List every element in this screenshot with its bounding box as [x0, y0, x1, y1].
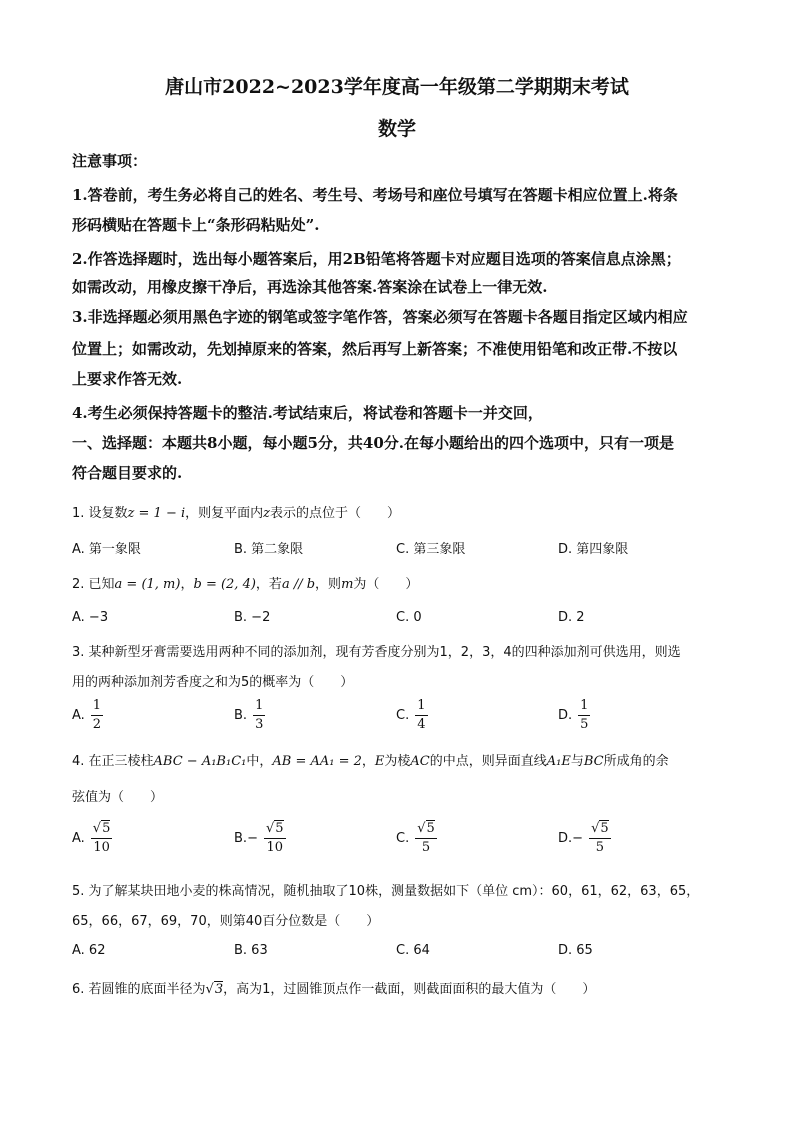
denominator: 3: [255, 717, 264, 732]
notice-line: 形码横贴在答题卡上“条形码粘贴处”.: [72, 216, 320, 234]
option-label: C.: [396, 708, 410, 723]
option-c: [396, 820, 437, 857]
option-label: B.: [234, 831, 248, 846]
option-b: [234, 697, 265, 734]
question-2: [72, 573, 418, 592]
exam-title: 唐山市2022~2023学年度高一年级第二学期期末考试: [165, 76, 629, 98]
q4-prism: ABC − A₁B₁C₁: [153, 754, 247, 769]
sign: −: [247, 831, 258, 846]
q2-text: ，则: [315, 577, 342, 592]
option-a: A. −3: [72, 610, 109, 625]
q2-var: m: [341, 577, 354, 592]
option-d: D. 2: [558, 610, 585, 625]
q4-text: 为棱: [384, 754, 411, 769]
denominator: 2: [92, 717, 102, 732]
q1-var: z: [263, 506, 271, 521]
denominator: 10: [266, 840, 284, 855]
question-4: [72, 750, 669, 769]
option-d: [558, 697, 590, 734]
fraction: [589, 820, 611, 857]
option-label: A.: [72, 708, 85, 723]
q4-line-bc: BC: [583, 754, 604, 769]
option-c: C. 64: [396, 943, 430, 958]
notice-line: 1.答卷前，考生务必将自己的姓名、考生号、考场号和座位号填写在答题卡相应位置上.将条: [72, 186, 678, 204]
q2-text: 2. 已知: [72, 577, 115, 592]
q2-vector-b: b = (2, 4): [193, 577, 256, 592]
option-label: B.: [234, 708, 248, 723]
option-a: [72, 697, 103, 734]
option-d: [558, 820, 611, 857]
q6-sqrt: √3: [205, 982, 224, 997]
radicand: 3: [214, 982, 224, 997]
option-d: D. 65: [558, 943, 593, 958]
fraction: [91, 820, 113, 857]
q2-text: ，: [180, 577, 194, 592]
denominator: 10: [93, 840, 110, 855]
numerator: √5: [264, 820, 286, 839]
option-c: C. 0: [396, 610, 422, 625]
numerator: √5: [415, 820, 437, 839]
notice-line: 上要求作答无效.: [72, 370, 183, 388]
fraction: [91, 697, 103, 734]
section-heading: 符合题目要求的.: [72, 464, 183, 482]
notice-line: 2.作答选择题时，选出每小题答案后，用2B铅笔将答题卡对应题目选项的答案信息点涂黑；: [72, 250, 681, 268]
fraction: [253, 697, 265, 734]
q1-text: 1. 设复数: [72, 506, 128, 521]
denominator: 5: [421, 840, 431, 855]
notice-line: 3.非选择题必须用黑色字迹的钢笔或签字笔作答，答案必须写在答题卡各题目指定区域内相应: [72, 308, 688, 326]
question-1: [72, 502, 400, 521]
option-label: A.: [72, 831, 85, 846]
q2-text: 为（ ）: [353, 577, 419, 592]
q6-text: ，高为1，过圆锥顶点作一截面，则截面面积的最大值为（ ）: [223, 982, 596, 997]
option-label: D.: [558, 708, 573, 723]
subject-title: 数学: [377, 118, 416, 140]
option-b: B. −2: [234, 610, 271, 625]
option-a: [72, 820, 112, 857]
q1-text: 表示的点位于（ ）: [270, 506, 401, 521]
q2-condition: a // b: [281, 577, 316, 592]
fraction: [264, 820, 286, 857]
numerator: √5: [589, 820, 611, 839]
option-label: C.: [396, 831, 410, 846]
q4-text: 的中点，则异面直线: [429, 754, 547, 769]
notice-line: 如需改动，用橡皮擦干净后，再选涂其他答案.答案涂在试卷上一律无效.: [72, 278, 548, 296]
q2-text: ，若: [255, 577, 282, 592]
q4-text: 4. 在正三棱柱: [72, 754, 154, 769]
q4-point-e: E: [374, 754, 385, 769]
notice-heading: 注意事项：: [72, 152, 148, 170]
radicand: 5: [102, 821, 111, 836]
numerator: 1: [253, 697, 265, 716]
numerator: 1: [578, 697, 590, 716]
question-5-line: 65，66，67，69，70，则第40百分位数是（ ）: [72, 914, 380, 929]
q4-text: 与: [570, 754, 584, 769]
q1-expr: z = 1 − i: [127, 506, 186, 521]
question-4-line: 弦值为（ ）: [72, 790, 164, 805]
option-b: [234, 820, 286, 857]
option-label: D.: [558, 831, 573, 846]
notice-line: 4.考生必须保持答题卡的整洁.考试结束后，将试卷和答题卡一并交回，: [72, 404, 543, 422]
q4-equation: AB = AA₁ = 2: [272, 754, 362, 769]
denominator: 5: [580, 717, 589, 732]
q1-text: ，则复平面内: [185, 506, 264, 521]
notice-line: 位置上；如需改动，先划掉原来的答案，然后再写上新答案；不准使用铅笔和改正带.不按以: [72, 340, 678, 358]
option-c: [396, 697, 428, 734]
q4-edge-ac: AC: [410, 754, 430, 769]
option-a: A. 62: [72, 943, 106, 958]
q2-vector-a: a = (1, m): [114, 577, 181, 592]
numerator: √5: [91, 820, 113, 839]
question-3-line: 用的两种添加剂芳香度之和为5的概率为（ ）: [72, 675, 354, 690]
question-6: [72, 978, 595, 997]
radicand: 5: [600, 821, 609, 836]
option-c: C. 第三象限: [396, 542, 466, 557]
radicand: 5: [275, 821, 284, 836]
question-5-line: 5. 为了解某块田地小麦的株高情况，随机抽取了10株，测量数据如下（单位 cm）：60，61，62，63，65，: [72, 884, 700, 899]
denominator: 5: [595, 840, 604, 855]
option-a: A. 第一象限: [72, 542, 141, 557]
fraction: [415, 820, 437, 857]
numerator: 1: [91, 697, 103, 716]
q4-text: 中，: [246, 754, 273, 769]
option-b: B. 63: [234, 943, 268, 958]
section-heading: 一、选择题：本题共8小题，每小题5分，共40分.在每小题给出的四个选项中，只有一项是: [72, 434, 674, 452]
option-d: D. 第四象限: [558, 542, 629, 557]
q6-text: 6. 若圆锥的底面半径为: [72, 982, 206, 997]
q4-text: ，: [361, 754, 375, 769]
fraction: [578, 697, 590, 734]
sign: −: [572, 831, 584, 846]
q4-text: 所成角的余: [603, 754, 669, 769]
question-3-line: 3. 某种新型牙膏需要选用两种不同的添加剂，现有芳香度分别为1，2，3，4的四种添加剂可供选用，则选: [72, 645, 681, 660]
denominator: 4: [417, 717, 426, 732]
q4-line-a1e: A₁E: [546, 754, 571, 769]
fraction: [415, 697, 427, 734]
numerator: 1: [415, 697, 427, 716]
option-b: B. 第二象限: [234, 542, 304, 557]
radicand: 5: [426, 821, 435, 836]
